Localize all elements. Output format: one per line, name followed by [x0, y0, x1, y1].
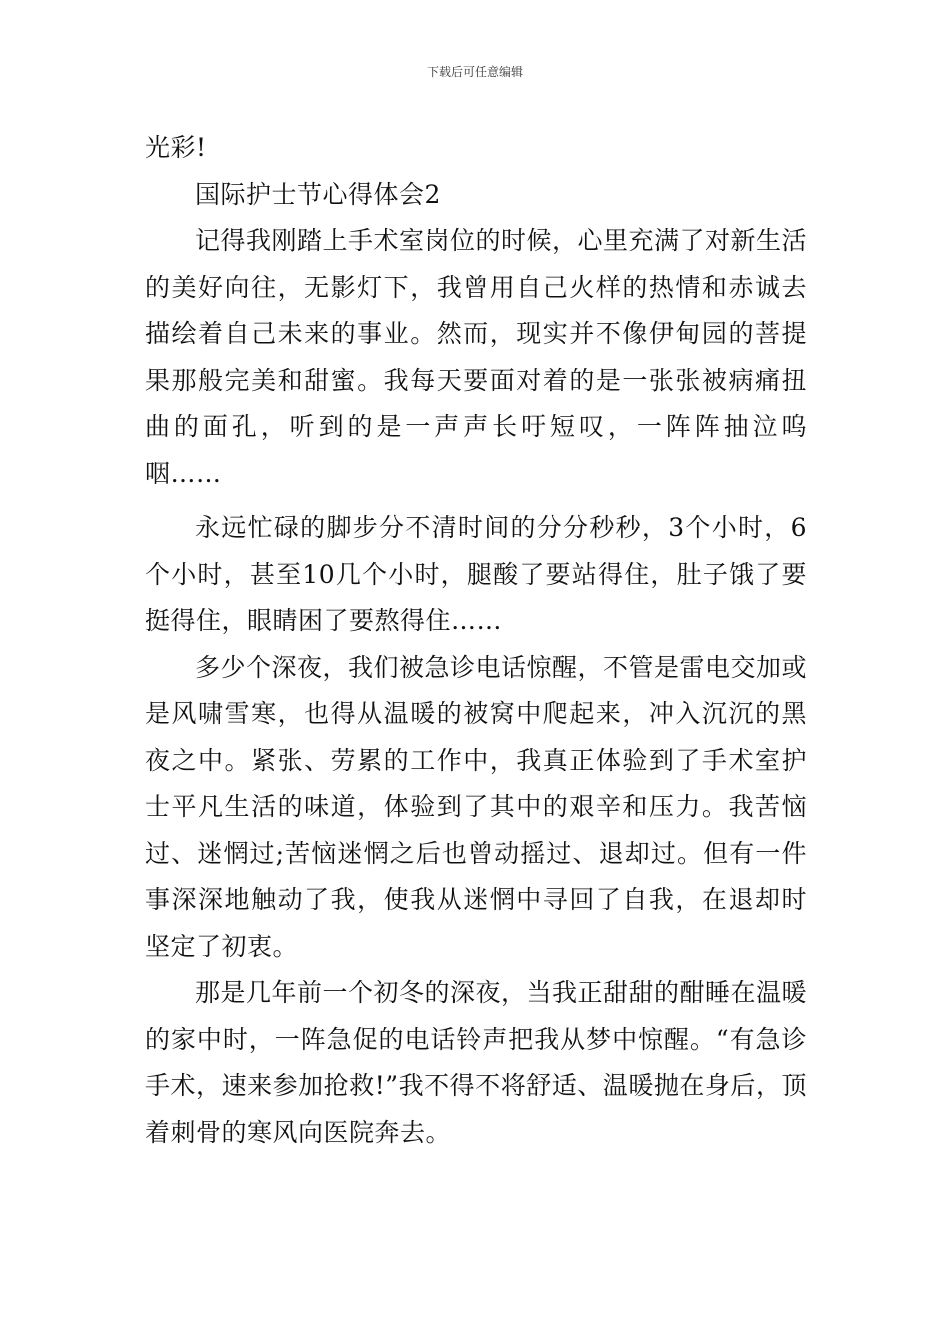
paragraph: 那是几年前一个初冬的深夜，当我正甜甜的酣睡在温暖的家中时，一阵急促的电话铃声把我从梦中惊醒。“有急诊手术，速来参加抢救!”我不得不将舒适、温暖抛在身后，顶着刺骨的寒风向医院奔去。 [145, 978, 808, 1147]
document-body [145, 125, 807, 1156]
paragraph: 记得我刚踏上手术室岗位的时候，心里充满了对新生活的美好向往，无影灯下，我曾用自己火样的热情和赤诚去描绘着自己未来的事业。然而，现实并不像伊甸园的菩提果那般完美和甜蜜。我每天要面对着的是一张张被病痛扭曲的面孔，听到的是一声声长吁短叹，一阵阵抽泣呜咽…… [145, 226, 808, 488]
section-heading: 国际护士节心得体会2 [195, 179, 441, 209]
paragraph: 永远忙碌的脚步分不清时间的分分秒秒，3个小时，6个小时，甚至10几个小时，腿酸了要站得住，肚子饿了要挺得住，眼睛困了要熬得住…… [145, 513, 807, 635]
page-header: 下载后可任意编辑 [426, 65, 523, 79]
paragraph-closing-fragment: 光彩! [145, 133, 207, 162]
paragraph: 多少个深夜，我们被急诊电话惊醒，不管是雷电交加或是风啸雪寒，也得从温暖的被窝中爬起来，冲入沉沉的黑夜之中。紧张、劳累的工作中，我真正体验到了手术室护士平凡生活的味道，体验到了其中的艰辛和压力。我苦恼过、迷惘过;苦恼迷惘之后也曾动摇过、退却过。但有一件事深深地触动了我，使我从迷惘中寻回了自我，在退却时坚定了初衷。 [145, 652, 808, 961]
